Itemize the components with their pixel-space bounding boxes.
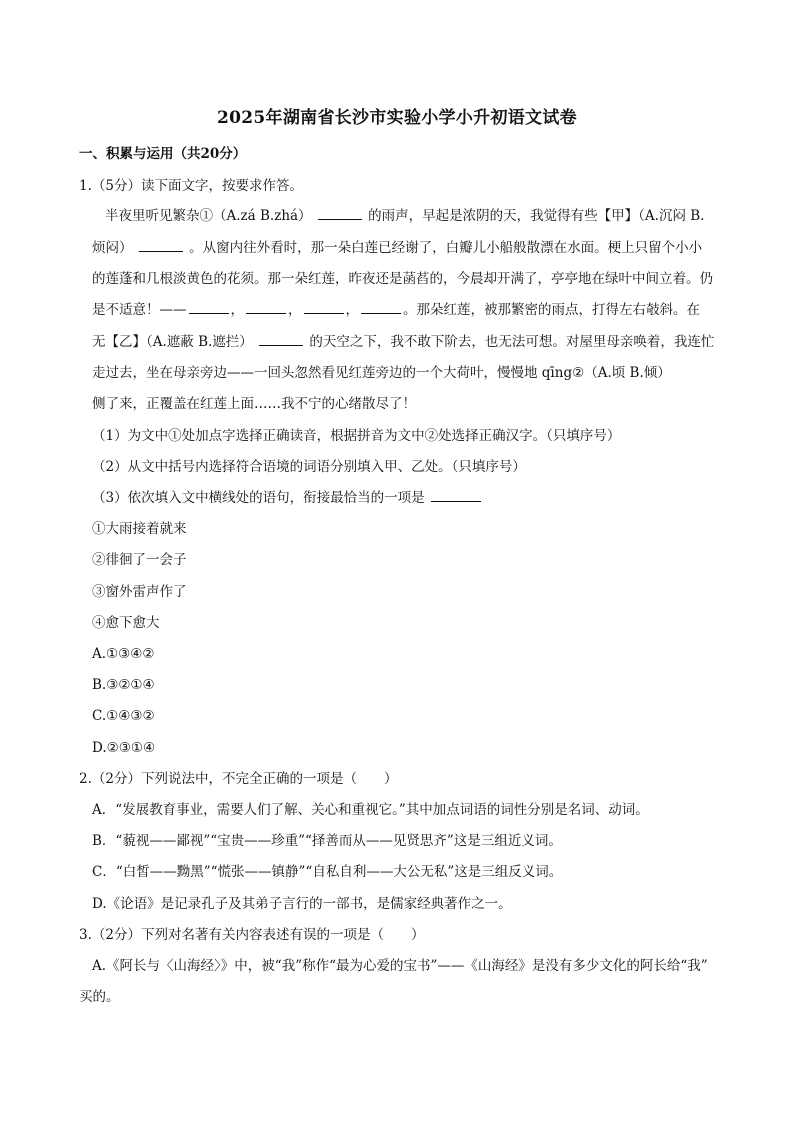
passage-text: 。从窗内往外看时，那一朵白莲已经谢了，白瓣儿小船般散漂在水面。梗上只留个小小 bbox=[189, 240, 703, 256]
answer-blank[interactable] bbox=[259, 332, 303, 346]
passage-text: 烦闷） bbox=[92, 240, 133, 256]
answer-blank[interactable] bbox=[246, 300, 286, 314]
answer-blank[interactable] bbox=[189, 300, 229, 314]
sentence-item-1: ①大雨接着就来 bbox=[92, 521, 187, 537]
q3-option-a[interactable]: A.《阿长与〈山海经〉》中，被“我”称作“最为心爱的宝书”——《山海经》是没有多少文化的阿长给“我” bbox=[92, 958, 708, 974]
passage-line-4 bbox=[92, 300, 700, 320]
comma: ， bbox=[288, 302, 302, 318]
answer-blank[interactable] bbox=[139, 238, 183, 252]
page-title: 2025年湖南省长沙市实验小学小升初语文试卷 bbox=[217, 108, 577, 128]
passage-text: 无【乙】（A.遮蔽 B.遮拦） bbox=[92, 334, 253, 350]
passage-text: 的雨声，早起是浓阴的天，我觉得有些【甲】（A.沉闷 B. bbox=[368, 208, 705, 224]
answer-blank[interactable] bbox=[304, 300, 344, 314]
option-d[interactable]: D.②③①④ bbox=[92, 740, 156, 756]
passage-text: 半夜里听见繁杂①（A.zá B.zhá） bbox=[105, 208, 312, 224]
passage-line-1 bbox=[105, 206, 717, 226]
comma: ， bbox=[230, 302, 244, 318]
sentence-item-4: ④愈下愈大 bbox=[92, 615, 160, 631]
sub-question-text: （3）依次填入文中横线处的语句，衔接最恰当的一项是 bbox=[92, 490, 425, 506]
question-2-stem: 2.（2分）下列说法中，不完全正确的一项是（ ） bbox=[79, 771, 398, 787]
sentence-item-2: ②徘徊了一会子 bbox=[92, 552, 187, 568]
passage-line-3: 的莲蓬和几根淡黄色的花须。那一朵红莲，昨夜还是菡萏的，今晨却开满了，亭亭地在绿叶中间立着。仍 bbox=[92, 271, 713, 287]
passage-line-7: 侧了来，正覆盖在红莲上面……我不宁的心绪散尽了！ bbox=[92, 396, 416, 412]
question-1-stem: 1.（5分）读下面文字，按要求作答。 bbox=[79, 178, 303, 194]
sub-question-3 bbox=[92, 488, 483, 508]
answer-blank[interactable] bbox=[318, 206, 362, 220]
option-c[interactable]: C.①④③② bbox=[92, 708, 155, 724]
passage-text: 是不适意！—— bbox=[92, 302, 187, 318]
passage-line-6: 走过去，坐在母亲旁边——一回头忽然看见红莲旁边的一个大荷叶，慢慢地 qīng②（A.顷 B.倾） bbox=[92, 365, 671, 381]
passage-line-5 bbox=[92, 332, 714, 352]
q3-option-a-continued: 买的。 bbox=[79, 989, 120, 1005]
section-heading: 一、积累与运用（共20分） bbox=[79, 146, 247, 162]
answer-blank[interactable] bbox=[431, 488, 481, 502]
option-b[interactable]: B.③②①④ bbox=[92, 677, 155, 693]
passage-text: 。那朵红莲，被那繁密的雨点，打得左右攲斜。在 bbox=[403, 302, 700, 318]
sentence-item-3: ③窗外雷声作了 bbox=[92, 584, 187, 600]
sub-question-2: （2）从文中括号内选择符合语境的词语分别填入甲、乙处。（只填序号） bbox=[92, 459, 526, 475]
q2-option-c[interactable]: C．“白皙——黝黑”“慌张——镇静”“自私自利——大公无私”这是三组反义词。 bbox=[92, 864, 563, 880]
option-a[interactable]: A.①③④② bbox=[92, 646, 155, 662]
comma: ， bbox=[345, 302, 359, 318]
question-3-stem: 3.（2分）下列对名著有关内容表述有误的一项是（ ） bbox=[79, 927, 425, 943]
sub-question-1: （1）为文中①处加点字选择正确读音，根据拼音为文中②处选择正确汉字。（只填序号） bbox=[92, 428, 621, 444]
q2-option-a[interactable]: A．“发展教育事业，需要人们了解、关心和重视它。”其中加点词语的词性分别是名词、动词。 bbox=[92, 802, 649, 818]
q2-option-d[interactable]: D.《论语》是记录孔子及其弟子言行的一部书，是儒家经典著作之一。 bbox=[92, 896, 512, 912]
answer-blank[interactable] bbox=[361, 300, 401, 314]
passage-line-2 bbox=[92, 238, 702, 258]
q2-option-b[interactable]: B．“藐视——鄙视”“宝贵——珍重”“择善而从——见贤思齐”这是三组近义词。 bbox=[92, 833, 562, 849]
passage-text: 的天空之下，我不敢下阶去，也无法可想。对屋里母亲唤着，我连忙 bbox=[309, 334, 715, 350]
